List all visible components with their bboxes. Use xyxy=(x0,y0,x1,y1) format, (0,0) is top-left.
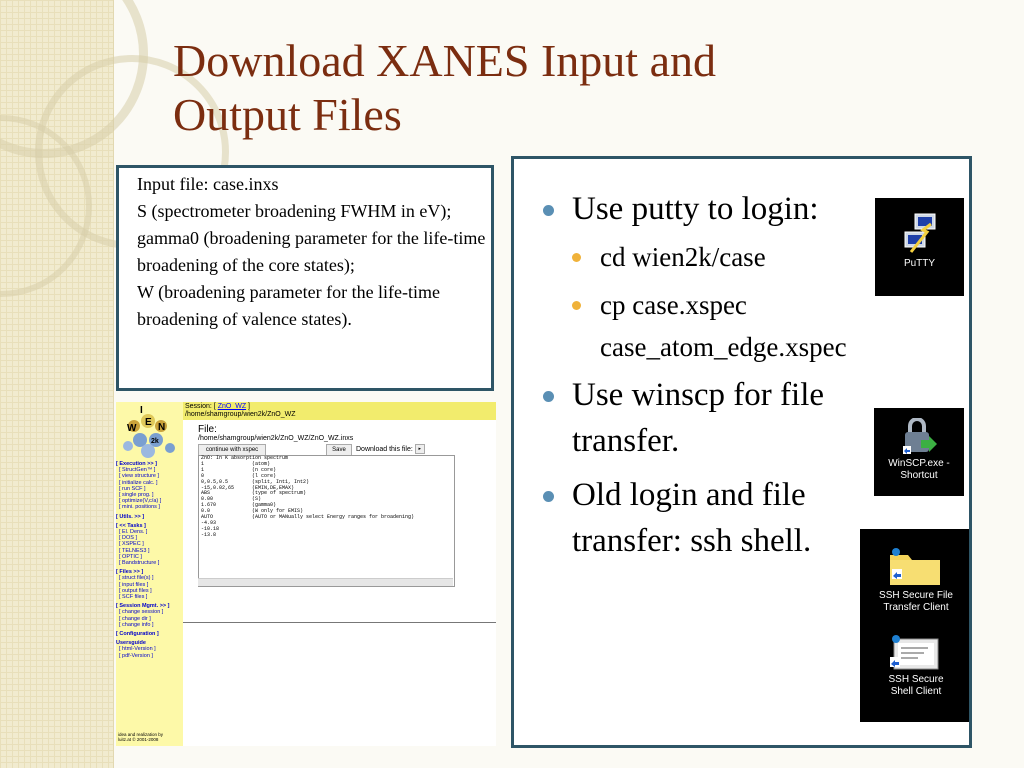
nav-link[interactable]: [ output files ] xyxy=(119,587,152,594)
nav-link[interactable]: [ struct file(s) ] xyxy=(119,575,154,582)
logo-letter: W xyxy=(127,423,137,434)
bullet-level2: cp case.xspec case_atom_edge.xspec xyxy=(543,284,900,368)
session-label: Session: xyxy=(185,403,212,410)
w2web-screenshot xyxy=(116,402,496,746)
save-button[interactable]: Save xyxy=(326,444,352,456)
bullet-level1: Old login and file transfer: ssh shell. xyxy=(543,472,872,564)
logo-letter: N xyxy=(158,422,166,433)
editor-scrollbar[interactable] xyxy=(198,578,453,586)
ssh-shell-label: SSH Secure Shell Client xyxy=(888,674,944,697)
w2web-footer: idea and realization by luitz.at © 2001-2008 xyxy=(118,732,164,742)
nav-section-link[interactable]: [ Execution >> ] xyxy=(116,461,157,467)
nav-link[interactable]: [ view structure ] xyxy=(119,473,160,480)
folder-icon xyxy=(888,547,942,587)
nav-link[interactable]: [ OPTIC ] xyxy=(119,553,142,560)
nav-link[interactable]: [ optimize(V,c/a) ] xyxy=(119,498,162,505)
nav-link[interactable]: [ StructGen™ ] xyxy=(119,467,156,474)
nav-link[interactable]: [ run SCF ] xyxy=(119,485,146,492)
nav-link[interactable]: [ mini. positions ] xyxy=(119,504,160,511)
bullet-level1: Use winscp for file transfer. xyxy=(543,372,872,464)
input-description-line: S (spectrometer broadening FWHM in eV); xyxy=(137,201,452,221)
nav-section-link[interactable]: [ Session Mgmt. >> ] xyxy=(116,603,170,610)
file-label: File: xyxy=(198,424,217,435)
download-dropdown[interactable]: ▸ xyxy=(415,444,425,454)
winscp-icon xyxy=(899,418,939,456)
nav-section-link[interactable]: [ << Tasks ] xyxy=(116,522,146,529)
w2web-sidebar xyxy=(116,402,183,746)
nav-link[interactable]: [ html-Version ] xyxy=(119,646,156,653)
ssh-shell-shortcut[interactable] xyxy=(860,629,969,721)
file-path: /home/shamgroup/wien2k/ZnO_WZ/ZnO_WZ.inxs xyxy=(198,435,354,442)
nav-link[interactable]: [ DOS ] xyxy=(119,535,138,542)
bullet-level1: Use putty to login: xyxy=(543,186,900,232)
continue-button[interactable]: continue with xspec xyxy=(198,444,266,456)
ssh-file-transfer-shortcut[interactable] xyxy=(860,529,969,625)
file-content-text: ZnO: In K absorption spectrum 1 (atom) 1 (n core) 0 (l core) 0,0.5,0.5 (split, Int1, Int2) -15,0.02,65 (EMIN,DE,EMAX) ABS (type of spectrum) 0.00 (S) 1.670 (gamma0) 0.0 (W only for EMIS) AUTO (AUTO or MANually select Energy ranges for broadening) -4.93 -10.18 -13.8 xyxy=(201,455,415,538)
nav-link[interactable]: [ XSPEC ] xyxy=(119,541,144,548)
slide-title-line1: Download XANES Input and xyxy=(173,35,716,86)
nav-link[interactable]: [ El. Dens. ] xyxy=(119,529,148,536)
ssh-shortcuts-panel xyxy=(860,529,969,722)
nav-link[interactable]: [ single prog. ] xyxy=(119,492,154,499)
input-description-line: Input file: case.inxs xyxy=(137,174,279,194)
terminal-icon xyxy=(888,635,942,673)
session-link[interactable]: ZnO_WZ xyxy=(217,403,247,410)
nav-section-link[interactable]: [ Configuration ] xyxy=(116,631,159,638)
session-path: /home/shamgroup/wien2k/ZnO_WZ xyxy=(185,411,296,418)
download-label: Download this file: ▸ xyxy=(356,444,425,455)
nav-link[interactable]: [ SCF files ] xyxy=(119,594,148,601)
bullet-dot xyxy=(572,253,581,262)
nav-link[interactable]: [ Bandstructure ] xyxy=(119,560,160,567)
putty-icon xyxy=(901,212,941,256)
bullet-dot xyxy=(572,301,581,310)
nav-link[interactable]: [ change info ] xyxy=(119,621,154,628)
input-description-line: W (broadening parameter for the life-time broadening of valence states). xyxy=(137,282,441,329)
session-info: Session: [ ZnO_WZ ] /home/shamgroup/wien2k/ZnO_WZ xyxy=(185,403,296,418)
winscp-shortcut[interactable] xyxy=(874,408,964,496)
bullet-list xyxy=(543,186,900,564)
slide-title xyxy=(173,34,873,142)
winscp-label: WinSCP.exe - Shortcut xyxy=(888,458,950,481)
input-file-description-box xyxy=(116,165,494,391)
divider xyxy=(183,622,496,623)
logo-letter: E xyxy=(145,417,152,428)
bullet-dot xyxy=(543,391,554,402)
input-description-line: gamma0 (broadening parameter for the life-time broadening of the core states); xyxy=(137,228,486,275)
nav-link[interactable]: [ pdf-Version ] xyxy=(119,652,153,659)
slide-title-line2: Output Files xyxy=(173,89,402,140)
w2web-nav-list xyxy=(116,458,183,659)
nav-link[interactable]: [ initialize calc. ] xyxy=(119,479,158,486)
wien2k-logo-icon xyxy=(118,404,182,462)
nav-section-link[interactable]: [ Utils. >> ] xyxy=(116,513,145,520)
putty-shortcut[interactable] xyxy=(875,198,964,296)
bullet-dot xyxy=(543,491,554,502)
putty-label: PuTTY xyxy=(903,258,936,269)
logo-letter: I xyxy=(140,405,143,416)
ssh-file-transfer-label: SSH Secure File Transfer Client xyxy=(879,590,953,613)
nav-section-link[interactable]: Usersguide xyxy=(116,640,146,647)
bullet-level2: cd wien2k/case xyxy=(543,236,900,278)
bullet-dot xyxy=(543,205,554,216)
nav-link[interactable]: [ change dir ] xyxy=(119,615,151,622)
nav-link[interactable]: [ change session ] xyxy=(119,609,164,616)
nav-link[interactable]: [ input files ] xyxy=(119,581,149,588)
logo-letter: 2k xyxy=(151,438,159,445)
nav-section-link[interactable]: [ Files >> ] xyxy=(116,569,144,576)
nav-link[interactable]: [ TELNES3 ] xyxy=(119,547,150,554)
